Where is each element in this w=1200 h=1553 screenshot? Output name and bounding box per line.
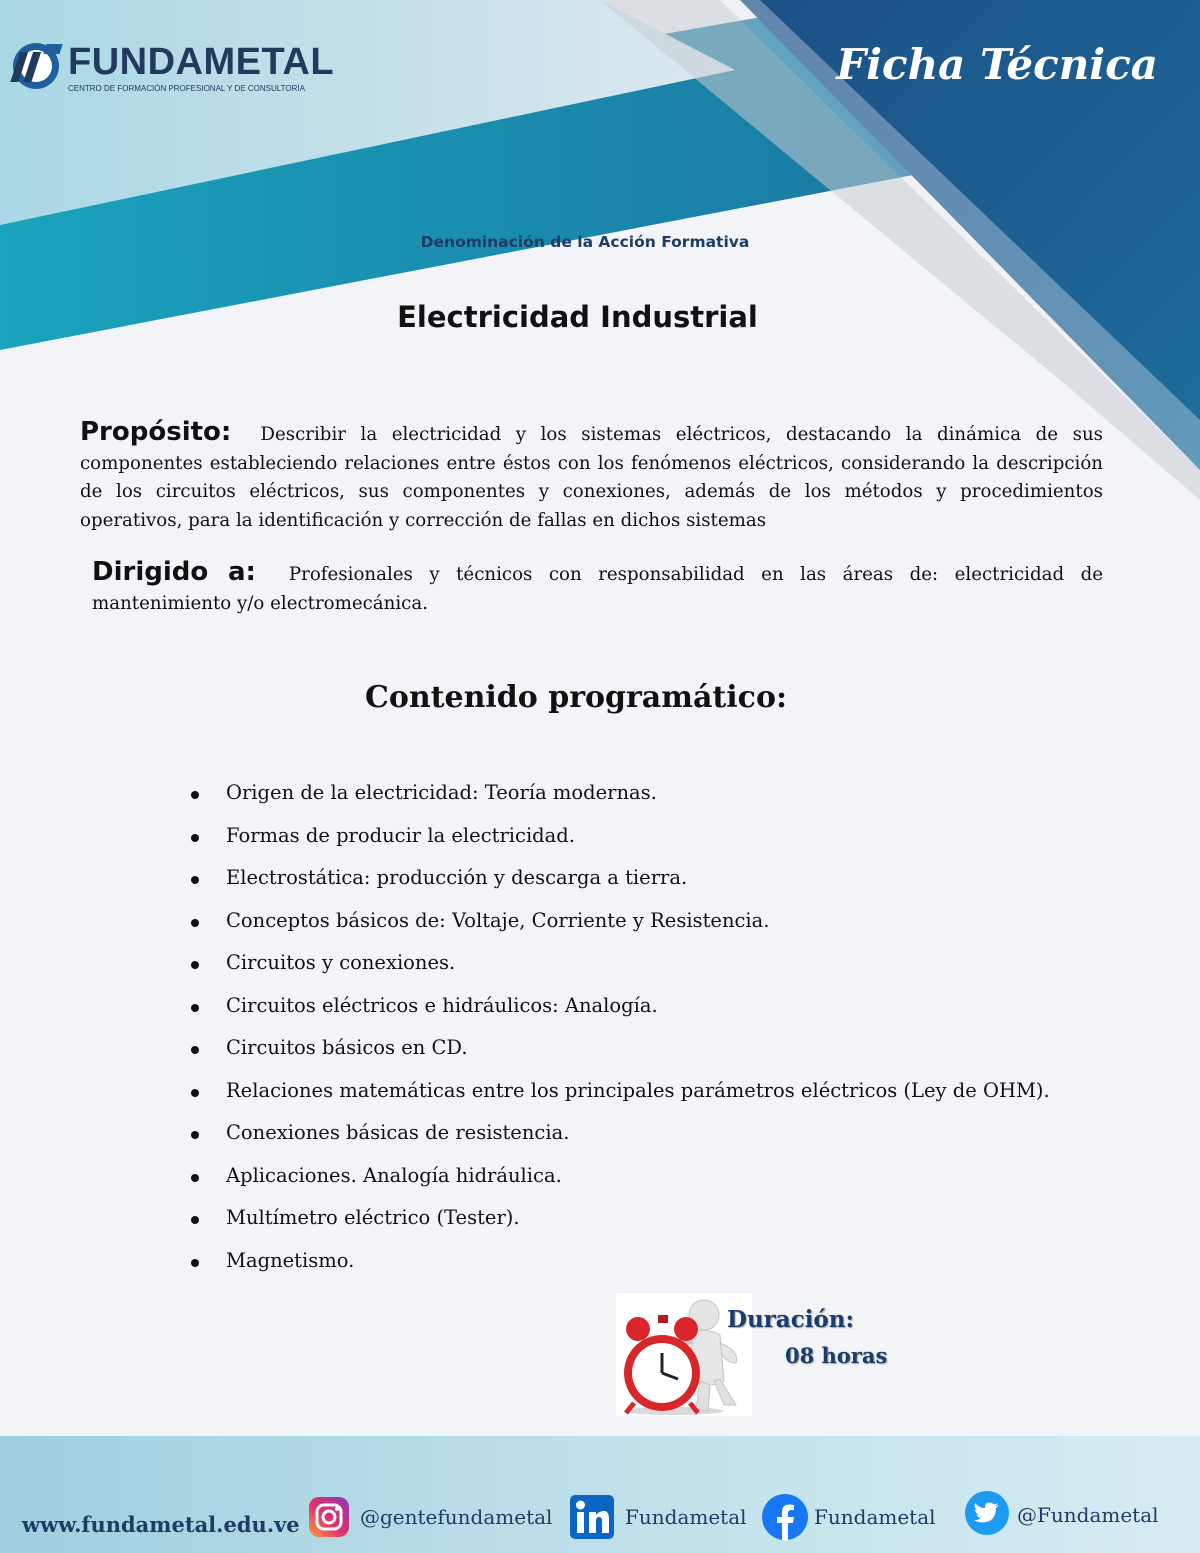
bullet-icon bbox=[191, 791, 199, 799]
audience-label: Dirigido a: bbox=[92, 557, 256, 587]
topic-text: Relaciones matemáticas entre los principales parámetros eléctricos (Ley de OHM). bbox=[226, 1078, 1050, 1102]
bullet-icon bbox=[191, 1174, 199, 1182]
duration-label: Duración: bbox=[727, 1306, 854, 1333]
brand-tagline: CENTRO DE FORMACIÓN PROFESIONAL Y DE CONSULTORÍA bbox=[68, 84, 305, 93]
list-item bbox=[188, 781, 1050, 824]
topic-text: Circuitos básicos en CD. bbox=[226, 1036, 468, 1059]
contents-title: Contenido programático: bbox=[364, 680, 788, 715]
topic-text: Electrostática: producción y descarga a tierra. bbox=[226, 866, 688, 889]
bullet-icon bbox=[191, 1004, 199, 1012]
topic-text: Circuitos eléctricos e hidráulicos: Analogía. bbox=[226, 993, 658, 1017]
facebook-icon[interactable] bbox=[761, 1493, 809, 1541]
topic-text: Formas de producir la electricidad. bbox=[226, 823, 575, 847]
brand-name: FUNDAMETAL bbox=[68, 41, 335, 83]
purpose-label: Propósito: bbox=[80, 417, 232, 447]
topic-text: Conceptos básicos de: Voltaje, Corriente y Resistencia. bbox=[226, 908, 770, 932]
bullet-icon bbox=[191, 1089, 199, 1097]
facebook-handle[interactable]: Fundametal bbox=[814, 1505, 936, 1529]
twitter-icon[interactable] bbox=[964, 1490, 1010, 1536]
topic-text: Circuitos y conexiones. bbox=[226, 951, 456, 974]
list-item bbox=[188, 951, 1050, 994]
bullet-icon bbox=[191, 919, 199, 927]
list-item bbox=[188, 1206, 1050, 1249]
audience-text: Profesionales y técnicos con responsabilidad en las áreas de: electricidad de mantenimiento y/o electromecánica. bbox=[92, 564, 1103, 614]
fundametal-logo[interactable] bbox=[10, 38, 335, 98]
fundametal-logo-icon bbox=[10, 40, 66, 92]
bullet-icon bbox=[191, 1046, 199, 1054]
topic-text: Magnetismo. bbox=[226, 1248, 355, 1272]
duration-value: 08 horas bbox=[785, 1343, 888, 1368]
list-item bbox=[188, 1164, 1050, 1207]
bullet-icon bbox=[191, 1216, 199, 1224]
list-item bbox=[188, 824, 1050, 867]
bullet-icon bbox=[191, 1259, 199, 1267]
course-title: Electricidad Industrial bbox=[397, 300, 758, 334]
list-item bbox=[188, 1079, 1050, 1122]
linkedin-icon[interactable] bbox=[569, 1494, 615, 1540]
topic-text: Conexiones básicas de resistencia. bbox=[226, 1121, 570, 1144]
list-item bbox=[188, 994, 1050, 1037]
topic-text: Multímetro eléctrico (Tester). bbox=[226, 1206, 520, 1229]
linkedin-handle[interactable]: Fundametal bbox=[625, 1505, 747, 1529]
twitter-handle[interactable]: @Fundametal bbox=[1017, 1503, 1159, 1527]
bullet-icon bbox=[191, 961, 199, 969]
topic-list bbox=[188, 781, 1050, 1291]
list-item bbox=[188, 1036, 1050, 1079]
website-link[interactable]: www.fundametal.edu.ve bbox=[22, 1512, 300, 1537]
document-type-title: Ficha Técnica bbox=[836, 40, 1158, 89]
purpose-section bbox=[80, 418, 1103, 535]
list-item bbox=[188, 1121, 1050, 1164]
denomination-label: Denominación de la Acción Formativa bbox=[420, 233, 750, 251]
topic-text: Origen de la electricidad: Teoría modernas. bbox=[226, 781, 657, 804]
topic-text: Aplicaciones. Analogía hidráulica. bbox=[226, 1163, 562, 1187]
list-item bbox=[188, 1249, 1050, 1292]
audience-section bbox=[92, 558, 1103, 618]
instagram-icon[interactable] bbox=[308, 1496, 350, 1538]
list-item bbox=[188, 866, 1050, 909]
bullet-icon bbox=[191, 876, 199, 884]
list-item bbox=[188, 909, 1050, 952]
purpose-text: Describir la electricidad y los sistemas eléctricos, destacando la dinámica de sus componentes estableciendo relaciones entre éstos con los fenómenos eléctricos, considerando la descripción de los circuitos eléctricos, sus componentes y conexiones, además de los métodos y procedimientos operativos, para la identificación y corrección de fallas en dichos sistemas bbox=[80, 424, 1103, 531]
instagram-handle[interactable]: @gentefundametal bbox=[360, 1505, 553, 1529]
bullet-icon bbox=[191, 1131, 199, 1139]
bullet-icon bbox=[191, 834, 199, 842]
